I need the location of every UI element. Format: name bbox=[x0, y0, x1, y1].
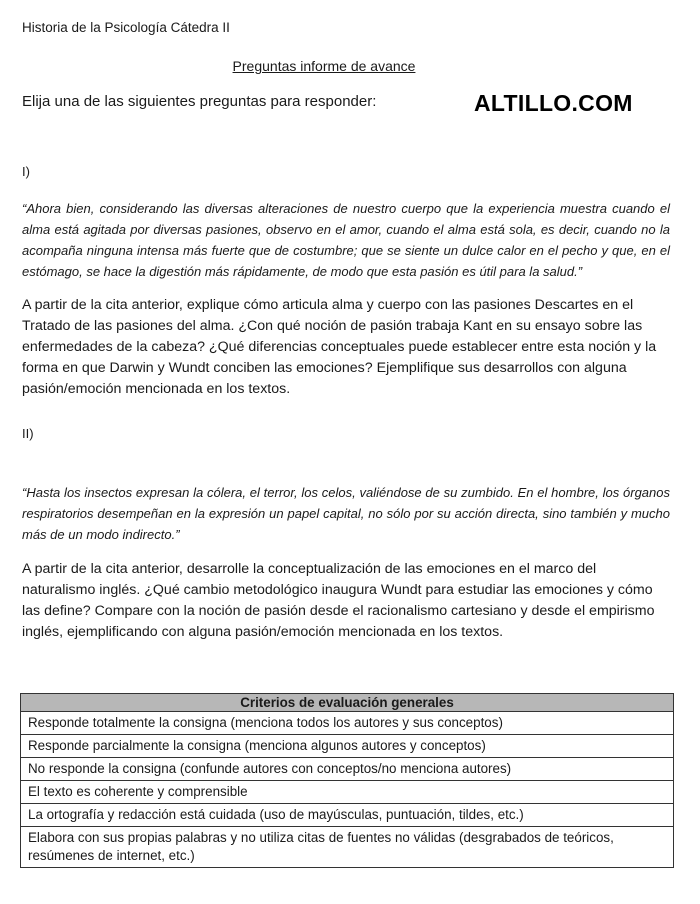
table-row bbox=[21, 781, 674, 804]
table-row bbox=[21, 827, 674, 868]
table-row bbox=[21, 758, 674, 781]
watermark: ALTILLO.COM bbox=[474, 90, 633, 116]
course-title: Historia de la Psicología Cátedra II bbox=[22, 20, 230, 35]
section-2-quote: “Hasta los insectos expresan la cólera, el terror, los celos, valiéndose de su zumbido. En el hombre, los órganos respiratorios desempeñan en la expresión un papel capital, no sólo por su acción directa, sino también y mucho más de un modo indirecto.” bbox=[22, 485, 670, 542]
instruction-text: Elija una de las siguientes preguntas para responder: bbox=[22, 93, 377, 110]
criteria-cell: No responde la consigna (confunde autores con conceptos/no menciona autores) bbox=[21, 758, 674, 781]
criteria-cell: La ortografía y redacción está cuidada (uso de mayúsculas, puntuación, tildes, etc.) bbox=[21, 804, 674, 827]
criteria-cell: Elabora con sus propias palabras y no utiliza citas de fuentes no válidas (desgrabados de teóricos, resúmenes de internet, etc.) bbox=[21, 827, 674, 868]
criteria-table bbox=[20, 693, 674, 868]
criteria-cell: Responde parcialmente la consigna (menciona algunos autores y conceptos) bbox=[21, 735, 674, 758]
table-row bbox=[21, 804, 674, 827]
section-1-question: A partir de la cita anterior, explique cómo articula alma y cuerpo con las pasiones Descartes en el Tratado de las pasiones del alma. ¿Con qué noción de pasión trabaja Kant en su ensayo sobre las enfermedades de la cabeza? ¿Qué diferencias conceptuales puede establecer entre esta noción y la forma en que Darwin y Wundt conciben las emociones? Ejemplifique sus desarrollos con alguna pasión/emoción mencionada en los textos. bbox=[22, 297, 657, 397]
criteria-cell: El texto es coherente y comprensible bbox=[21, 781, 674, 804]
table-row bbox=[21, 712, 674, 735]
section-1-numeral: I) bbox=[22, 164, 30, 179]
section-2-question: A partir de la cita anterior, desarrolle la conceptualización de las emociones en el marco del naturalismo inglés. ¿Qué cambio metodológico inaugura Wundt para estudiar las emociones y cómo las define? Compare con la noción de pasión desde el racionalismo cartesiano y desde el empirismo inglés, ejemplificando con alguna pasión/emoción mencionada en los textos. bbox=[22, 561, 655, 640]
section-2-numeral: II) bbox=[22, 426, 34, 441]
section-1-quote: “Ahora bien, considerando las diversas alteraciones de nuestro cuerpo que la experiencia muestra cuando el alma está agitada por diversas pasiones, observo en el amor, cuando el alma está sola, es decir, cuando no la acompaña ninguna intensa más fuerte que de costumbre; que se siente un dulce calor en el pecho y que, en el estómago, se hace la digestión más rápidamente, de modo que esta pasión es útil para la salud.” bbox=[22, 201, 670, 279]
criteria-cell: Responde totalmente la consigna (menciona todos los autores y sus conceptos) bbox=[21, 712, 674, 735]
criteria-header-row bbox=[21, 694, 674, 712]
document-heading: Preguntas informe de avance bbox=[232, 58, 416, 74]
table-row bbox=[21, 735, 674, 758]
criteria-header: Criterios de evaluación generales bbox=[21, 694, 674, 712]
